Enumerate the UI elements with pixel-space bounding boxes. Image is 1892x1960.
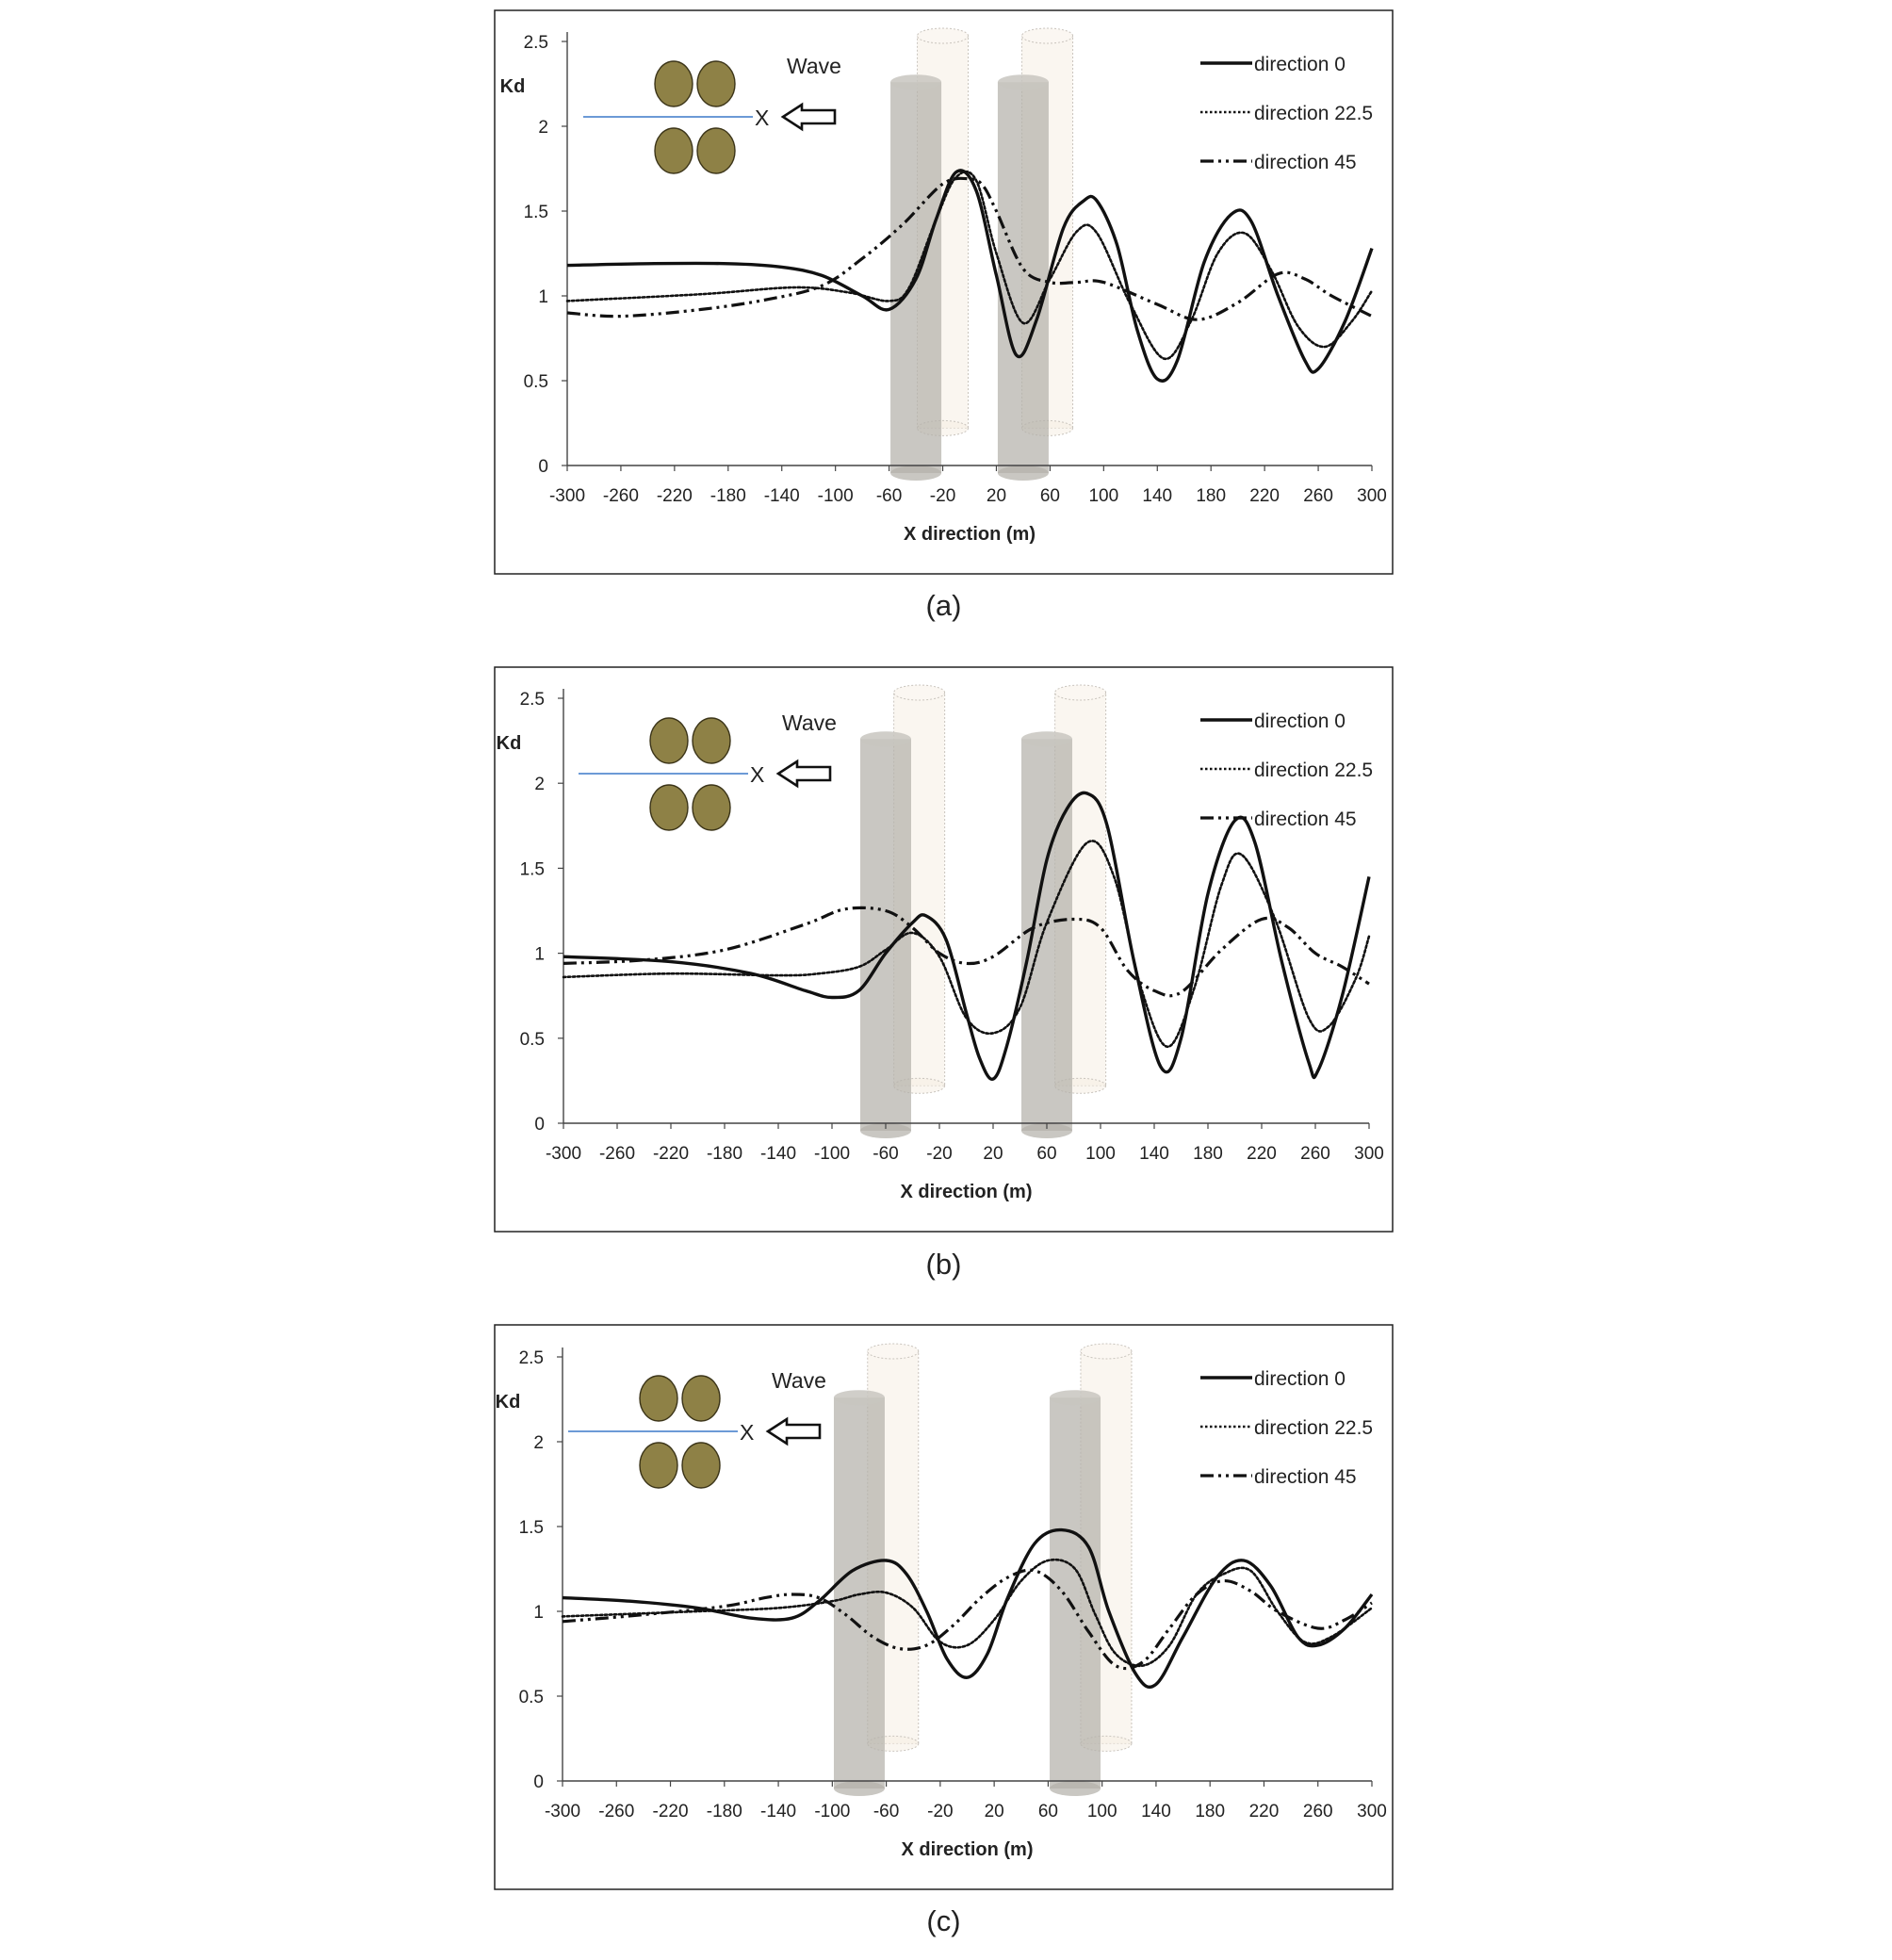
x-tick-label: -20: [927, 1802, 954, 1821]
panel-caption: (a): [925, 589, 962, 622]
x-axis-label: X direction (m): [901, 1839, 1034, 1860]
inset-axis-label: X: [755, 106, 770, 130]
x-tick-label: 20: [986, 486, 1007, 506]
pile-icon: [650, 718, 688, 763]
x-tick-label: 300: [1357, 486, 1387, 506]
x-tick-label: -180: [706, 1802, 742, 1821]
x-tick-label: -300: [548, 486, 586, 506]
legend-label: direction 0: [1254, 710, 1346, 732]
x-tick-label: 140: [1142, 486, 1173, 506]
x-tick-label: -100: [813, 1144, 851, 1164]
legend-label: direction 0: [1254, 54, 1346, 75]
x-tick-label: -60: [875, 486, 903, 506]
legend-label: direction 22.5: [1254, 760, 1374, 781]
wave-label: Wave: [772, 1368, 826, 1393]
y-tick-label: 1: [538, 287, 548, 307]
pile-icon: [640, 1443, 677, 1488]
legend-label: direction 45: [1254, 152, 1357, 173]
x-tick-label: 100: [1086, 1802, 1117, 1821]
y-axis-label: Kd: [496, 733, 522, 755]
x-tick-label: 260: [1303, 486, 1333, 506]
x-tick-label: 60: [1036, 1144, 1057, 1164]
front-cylinder: [1021, 731, 1072, 1138]
x-tick-label: 220: [1248, 1802, 1280, 1821]
x-tick-label: 100: [1085, 1144, 1116, 1164]
x-tick-label: 220: [1247, 1144, 1277, 1164]
y-tick-label: 0.5: [519, 1029, 545, 1050]
front-cylinder: [998, 74, 1049, 481]
x-tick-label: -60: [873, 1144, 899, 1164]
pile-icon: [693, 718, 730, 763]
y-tick-label: 2.5: [519, 690, 545, 710]
wave-label: Wave: [782, 710, 837, 735]
x-tick-label: 20: [984, 1802, 1004, 1821]
y-tick-label: 1.5: [519, 859, 545, 880]
y-tick-label: 1.5: [523, 203, 548, 222]
pile-icon: [693, 785, 730, 830]
x-tick-label: -140: [760, 1802, 797, 1821]
front-cylinder: [1050, 1390, 1101, 1796]
wave-label: Wave: [787, 54, 841, 78]
x-tick-label: 60: [1039, 486, 1060, 506]
chart-panel-1: [495, 10, 1393, 622]
x-tick-label: -100: [817, 486, 854, 506]
legend-label: direction 22.5: [1254, 103, 1374, 124]
pile-icon: [682, 1443, 720, 1488]
panel-caption: (b): [925, 1248, 962, 1281]
x-tick-label: -140: [759, 1144, 797, 1164]
x-tick-label: -300: [544, 1802, 581, 1821]
y-tick-label: 2: [534, 775, 545, 795]
legend-label: direction 0: [1254, 1368, 1346, 1390]
x-tick-label: 140: [1139, 1144, 1169, 1164]
y-tick-label: 2: [533, 1433, 544, 1453]
x-tick-label: 300: [1354, 1144, 1384, 1164]
x-axis-label: X direction (m): [903, 524, 1036, 545]
y-tick-label: 1: [533, 1603, 544, 1623]
y-tick-label: 0: [538, 457, 548, 477]
x-tick-label: -300: [545, 1144, 582, 1164]
y-tick-label: 1: [534, 944, 545, 965]
x-tick-label: 180: [1195, 1802, 1226, 1821]
y-tick-label: 0: [534, 1115, 545, 1135]
inset-axis-label: X: [740, 1420, 755, 1445]
x-tick-label: -260: [598, 1144, 636, 1164]
x-tick-label: 260: [1302, 1802, 1333, 1821]
x-tick-label: 220: [1249, 486, 1280, 506]
x-tick-label: 300: [1357, 1802, 1387, 1821]
chart-panel-3: [495, 1325, 1393, 1937]
y-tick-label: 1.5: [518, 1518, 544, 1538]
x-tick-label: -20: [926, 1144, 953, 1164]
x-tick-label: -180: [710, 486, 746, 506]
legend-label: direction 45: [1254, 1466, 1357, 1488]
x-tick-label: -140: [763, 486, 800, 506]
inset-axis-label: X: [750, 762, 765, 787]
x-tick-label: 60: [1037, 1802, 1058, 1821]
x-tick-label: -20: [929, 486, 956, 506]
pile-icon: [697, 128, 735, 173]
x-axis-label: X direction (m): [900, 1182, 1033, 1202]
x-tick-label: 180: [1193, 1144, 1223, 1164]
x-tick-label: -220: [652, 1802, 689, 1821]
legend-label: direction 22.5: [1254, 1417, 1374, 1439]
pile-icon: [655, 61, 693, 106]
x-tick-label: -220: [656, 486, 693, 506]
x-tick-label: -100: [814, 1802, 851, 1821]
y-tick-label: 0.5: [518, 1688, 544, 1707]
pile-icon: [640, 1376, 677, 1421]
chart-panel-2: [495, 667, 1393, 1281]
x-tick-label: -260: [602, 486, 639, 506]
x-tick-label: 140: [1141, 1802, 1171, 1821]
x-tick-label: -220: [652, 1144, 690, 1164]
x-tick-label: -60: [873, 1802, 900, 1821]
pile-icon: [697, 61, 735, 106]
pile-icon: [650, 785, 688, 830]
y-tick-label: 2.5: [518, 1348, 544, 1368]
x-tick-label: 260: [1300, 1144, 1330, 1164]
y-tick-label: 2.5: [523, 33, 548, 53]
front-cylinder: [834, 1390, 885, 1796]
x-tick-label: -260: [598, 1802, 635, 1821]
y-axis-label: Kd: [495, 1392, 521, 1413]
y-tick-label: 0: [533, 1772, 544, 1792]
y-axis-label: Kd: [499, 76, 526, 97]
y-tick-label: 0.5: [523, 372, 548, 392]
x-tick-label: 20: [983, 1144, 1003, 1164]
panel-caption: (c): [926, 1904, 961, 1937]
legend-label: direction 45: [1254, 808, 1357, 830]
x-tick-label: 180: [1196, 486, 1227, 506]
y-tick-label: 2: [538, 118, 548, 138]
x-tick-label: -180: [706, 1144, 743, 1164]
pile-icon: [682, 1376, 720, 1421]
pile-icon: [655, 128, 693, 173]
x-tick-label: 100: [1088, 486, 1119, 506]
